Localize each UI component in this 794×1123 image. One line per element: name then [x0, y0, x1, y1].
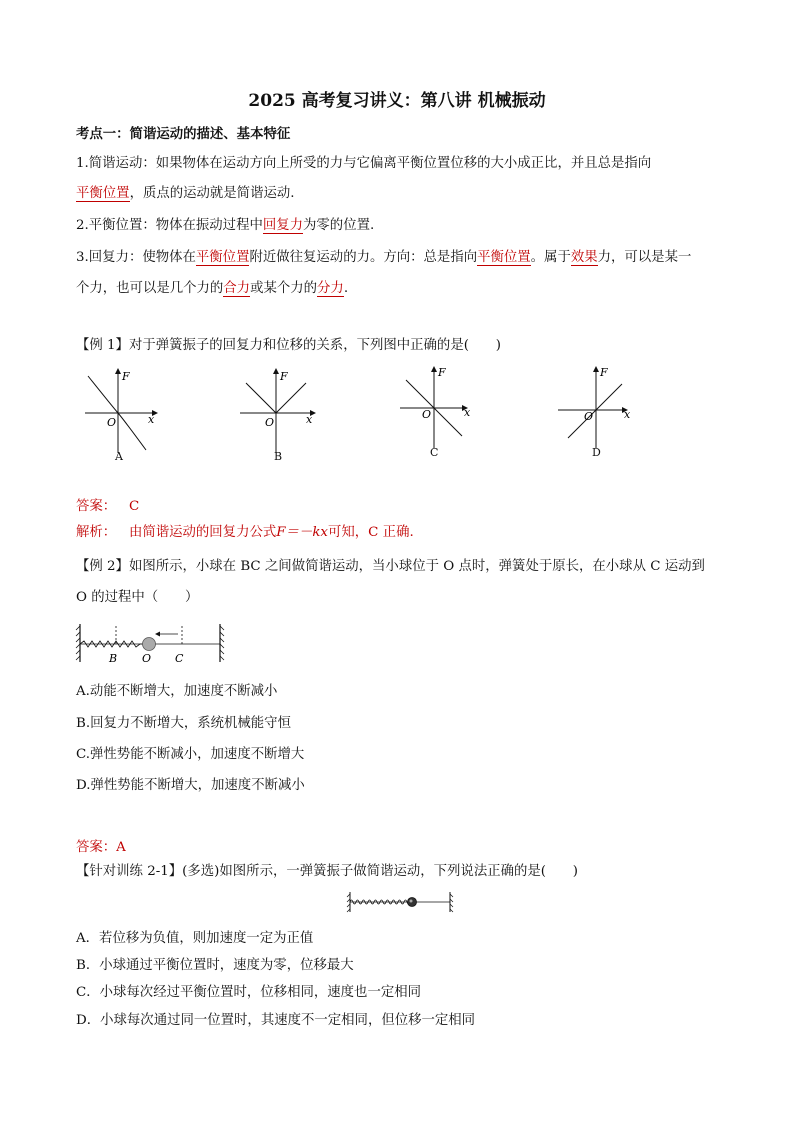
spring-oscillator-figure — [346, 890, 456, 914]
paragraph-3-line-1: 3.回复力：使物体在平衡位置附近做往复运动的力。方向：总是指向平衡位置。属于效果力，可以是某一 — [76, 250, 692, 265]
example-2-answer: 答案：A — [76, 840, 126, 855]
graph-d — [556, 366, 636, 456]
example-2-option-a: A.动能不断增大，加速度不断减小 — [76, 684, 278, 699]
spring-ball-figure — [76, 622, 226, 670]
paragraph-2: 2.平衡位置：物体在振动过程中回复力为零的位置. — [76, 218, 375, 233]
example-2-option-d: D.弹性势能不断增大，加速度不断减小 — [76, 778, 305, 793]
training-option-c: C．小球每次经过平衡位置时，位移相同，速度也一定相同 — [76, 985, 422, 1000]
example-1-stem: 【例 1】对于弹簧振子的回复力和位移的关系，下列图中正确的是( ) — [76, 338, 501, 353]
svg-text:F: F — [122, 370, 130, 383]
section-heading: 考点一：简谐运动的描述、基本特征 — [76, 126, 291, 142]
svg-text:x: x — [464, 406, 471, 419]
svg-text:B: B — [109, 652, 118, 665]
graph-d-label: D — [592, 446, 601, 459]
example-2-option-c: C.弹性势能不断减小，加速度不断增大 — [76, 747, 305, 762]
example-1-analysis: 解析： 由简谐运动的回复力公式F＝－kx可知，C 正确. — [76, 525, 414, 540]
term-balance-position: 平衡位置 — [76, 186, 130, 201]
svg-text:x: x — [624, 408, 631, 421]
svg-text:O: O — [584, 410, 594, 423]
svg-text:O: O — [422, 408, 432, 421]
example-1-answer: 答案： C — [76, 499, 140, 514]
svg-text:O: O — [265, 416, 275, 429]
paragraph-1-line-1: 1.简谐运动：如果物体在运动方向上所受的力与它偏离平衡位置位移的大小成正比，并且总是指向 — [76, 156, 652, 171]
training-option-a: A．若位移为负值，则加速度一定为正值 — [76, 931, 314, 946]
graph-b-label: B — [274, 450, 283, 463]
paragraph-3-line-2: 个力，也可以是几个力的合力或某个力的分力. — [76, 281, 349, 296]
svg-text:C: C — [175, 652, 184, 665]
svg-text:F: F — [280, 370, 288, 383]
graph-a-label: A — [115, 450, 123, 463]
training-2-1-stem: 【针对训练 2-1】(多选)如图所示，一弹簧振子做简谐运动，下列说法正确的是( ) — [76, 864, 578, 879]
example-2-stem-line-2: O 的过程中（ ） — [76, 590, 199, 605]
example-2-option-b: B.回复力不断增大，系统机械能守恒 — [76, 716, 291, 731]
svg-text:O: O — [107, 416, 117, 429]
graph-c — [398, 366, 478, 456]
graph-b — [238, 368, 318, 458]
svg-text:O: O — [142, 652, 152, 665]
svg-text:F: F — [600, 366, 608, 379]
graph-c-label: C — [430, 446, 439, 459]
example-2-stem-line-1: 【例 2】如图所示，小球在 BC 之间做简谐运动，当小球位于 O 点时，弹簧处于原长，在小球从 C 运动到 — [76, 559, 705, 574]
svg-text:x: x — [148, 413, 155, 426]
graph-a — [80, 368, 160, 458]
paragraph-1-line-2: 平衡位置，质点的运动就是简谐运动. — [76, 186, 295, 201]
page-title: 2025 高考复习讲义：第八讲 机械振动 — [248, 91, 546, 111]
training-option-d: D．小球每次通过同一位置时，其速度不一定相同，但位移一定相同 — [76, 1013, 476, 1028]
term-restoring-force: 回复力 — [262, 218, 304, 233]
training-option-b: B．小球通过平衡位置时，速度为零，位移最大 — [76, 958, 354, 973]
svg-text:F: F — [438, 366, 446, 379]
svg-text:x: x — [306, 413, 313, 426]
